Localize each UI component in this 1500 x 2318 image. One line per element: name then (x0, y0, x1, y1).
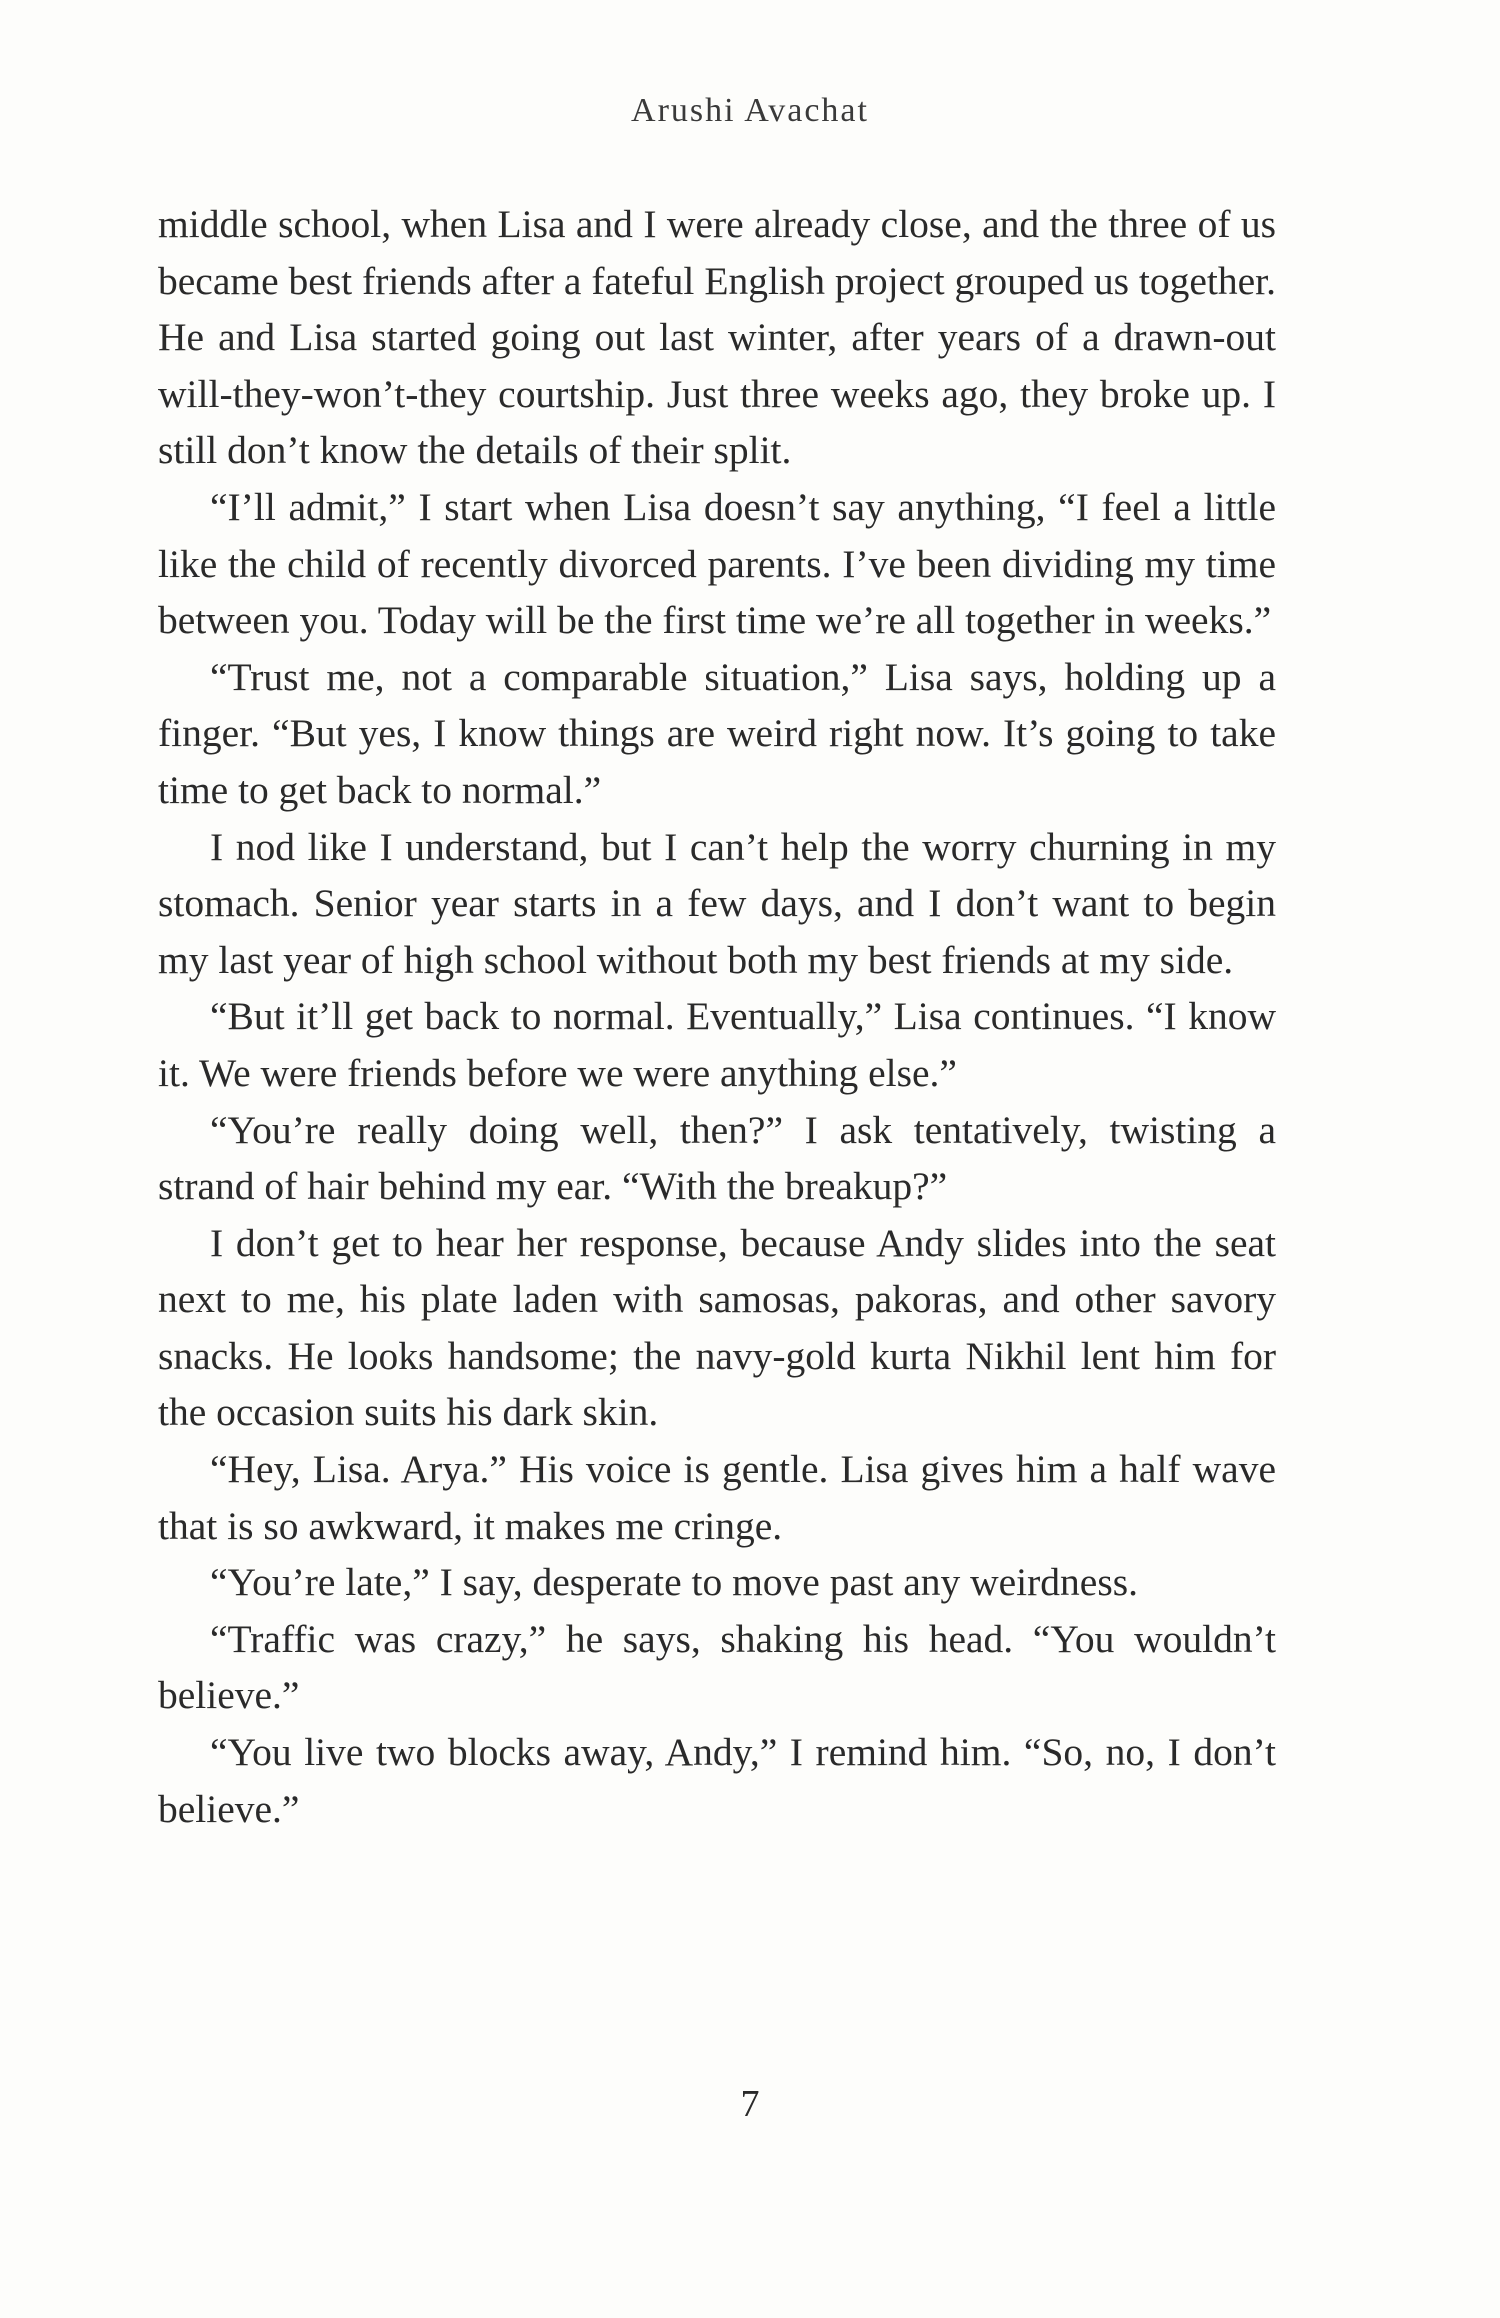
paragraph-7: I don’t get to hear her response, because Andy slides into the seat next to me, his plate laden with samosas, pakoras, and other savory snacks. He looks handsome; the navy-gold kurta Nikhil lent him for the occasion suits his dark skin. (158, 1220, 1276, 1435)
running-head: Arushi Avachat (631, 92, 869, 129)
body-text (158, 196, 1276, 1837)
paragraph-11: “You live two blocks away, Andy,” I remind him. “So, no, I don’t believe.” (158, 1730, 1276, 1831)
paragraph-5: “But it’ll get back to normal. Eventually,” Lisa continues. “I know it. We were friends before we were anything else.” (158, 994, 1276, 1095)
paragraph-8: “Hey, Lisa. Arya.” His voice is gentle. Lisa gives him a half wave that is so awkward, it makes me cringe. (158, 1447, 1276, 1548)
paragraph-1: middle school, when Lisa and I were already close, and the three of us became best friends after a fateful English project grouped us together. He and Lisa started going out last winter, after years of a drawn-out will-they-won’t-they courtship. Just three weeks ago, they broke up. I still don’t know the details of their split. (158, 202, 1276, 473)
paragraph-6: “You’re really doing well, then?” I ask tentatively, twisting a strand of hair behind my ear. “With the breakup?” (158, 1107, 1276, 1209)
paragraph-2: “I’ll admit,” I start when Lisa doesn’t say anything, “I feel a little like the child of recently divorced parents. I’ve been dividing my time between you. Today will be the first time we’re all together in weeks.” (158, 484, 1276, 643)
paragraph-4: I nod like I understand, but I can’t help the worry churning in my stomach. Senior year starts in a few days, and I don’t want to begin my last year of high school without both my best friends at my side. (158, 824, 1276, 982)
paragraph-9: “You’re late,” I say, desperate to move past any weirdness. (210, 1560, 1138, 1605)
paragraph-10: “Traffic was crazy,” he says, shaking his head. “You wouldn’t believe.” (158, 1616, 1276, 1718)
paragraph-3: “Trust me, not a comparable situation,” Lisa says, holding up a finger. “But yes, I know things are weird right now. It’s going to take time to get back to normal.” (158, 654, 1276, 812)
page-number: 7 (740, 2083, 760, 2125)
